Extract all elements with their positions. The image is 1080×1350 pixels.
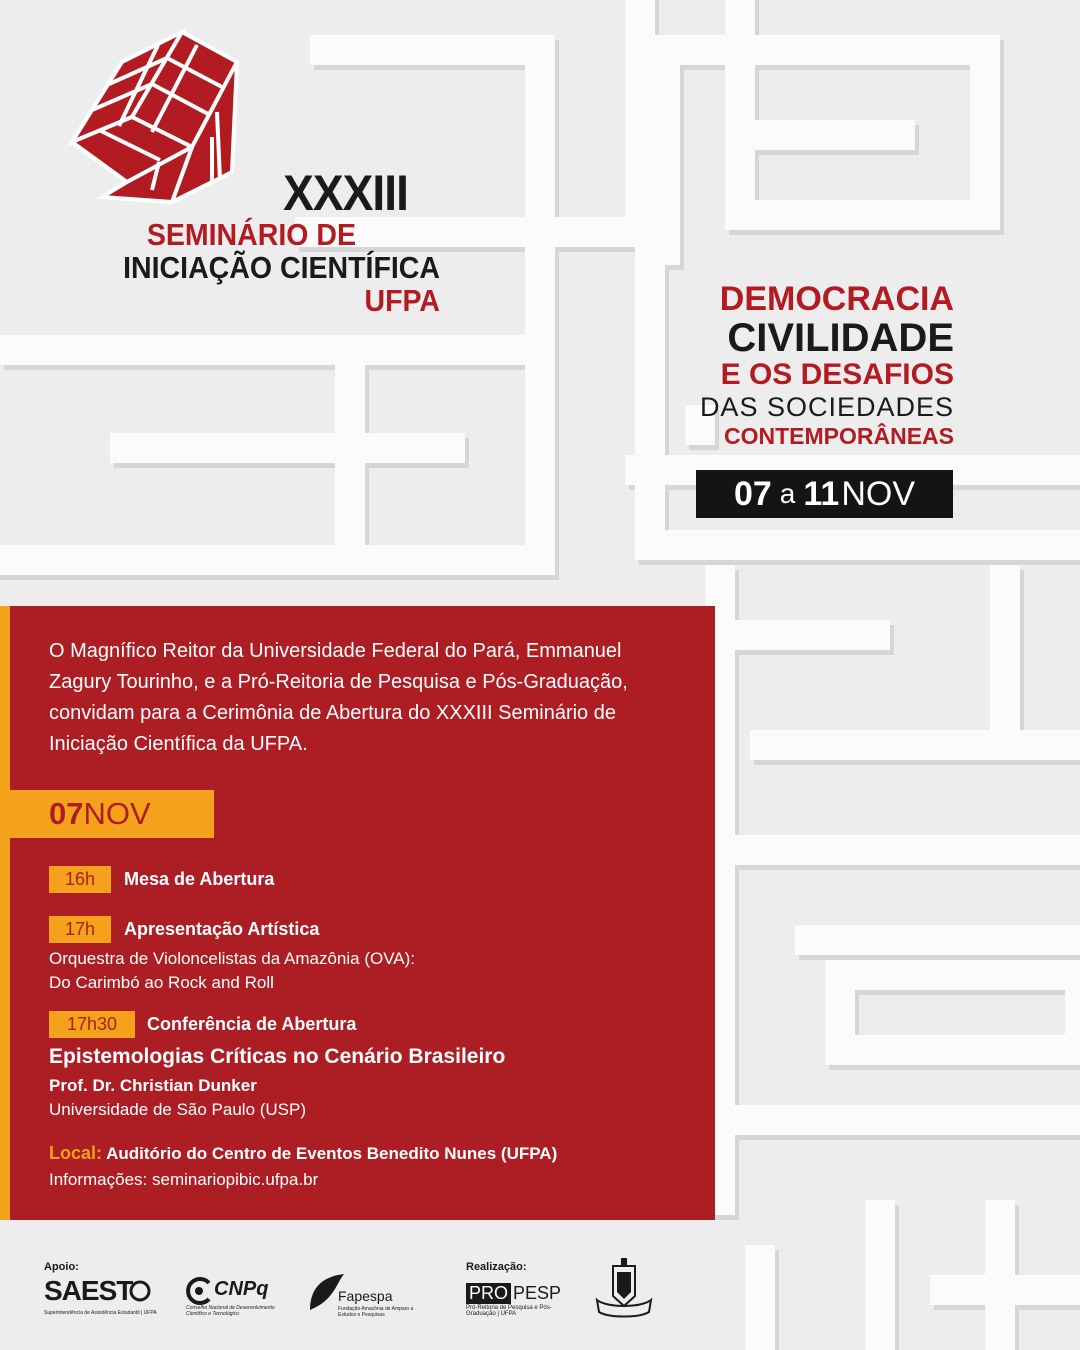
propesp-logo — [466, 1283, 561, 1304]
lecture-title: Epistemologias Críticas no Cenário Brasileiro — [49, 1045, 506, 1068]
theme-line-4: DAS SOCIEDADES — [699, 392, 954, 422]
event-month: NOV — [83, 796, 151, 831]
saest-subtitle: Superintendência de Assistência Estudantil | UFPA — [44, 1310, 157, 1316]
schedule-item-title: Apresentação Artística — [124, 919, 320, 939]
saest-swirl-icon — [128, 1279, 152, 1303]
cnpq-subtitle: Conselho Nacional de Desenvolvimento Científico e Tecnológico — [186, 1305, 275, 1317]
cnpq-logo: CNPq — [214, 1278, 269, 1300]
panel-accent-stripe — [0, 606, 10, 1220]
ufpa-seal-icon — [593, 1256, 655, 1320]
location-value: Auditório do Centro de Eventos Benedito Nunes (UFPA) — [106, 1144, 558, 1163]
date-start: 07 — [733, 474, 772, 513]
event-day: 07 — [49, 796, 84, 831]
title-line-3: UFPA — [364, 283, 440, 318]
location-label: Local: — [49, 1143, 103, 1163]
date-separator: a — [779, 478, 796, 509]
cnpq-icon — [185, 1277, 213, 1305]
propesp-logo-part-b: PESP — [513, 1283, 562, 1303]
theme-line-1: DEMOCRACIA — [719, 280, 954, 318]
speaker-institution: Universidade de São Paulo (USP) — [49, 1100, 307, 1119]
support-label: Apoio: — [44, 1261, 79, 1273]
date-end: 11 — [803, 474, 840, 513]
theme-line-5: CONTEMPORÂNEAS — [723, 423, 954, 449]
theme-line-3: E OS DESAFIOS — [720, 358, 954, 391]
speaker-name: Prof. Dr. Christian Dunker — [49, 1076, 257, 1095]
theme-heading — [630, 280, 954, 450]
location-line — [49, 1143, 557, 1164]
schedule-item-title: Conferência de Abertura — [147, 1014, 357, 1034]
time-badge: 16h — [49, 866, 111, 893]
fapespa-subtitle: Fundação Amazônia de Amparo a Estudos e Pesquisas — [338, 1306, 414, 1318]
edition-number: XXXIII — [283, 165, 408, 221]
saest-logo: SAEST — [44, 1275, 133, 1306]
time-badge: 17h — [49, 916, 111, 943]
event-date-tag — [0, 790, 214, 838]
propesp-logo-part-a: PRO — [466, 1283, 511, 1304]
invitation-text: O Magnífico Reitor da Universidade Federal do Pará, Emmanuel Zagury Tourinho, e a Pró-Reitoria de Pesquisa e Pós-Graduação, convidam para a Cerimônia de Abertura do XXXIII Seminário de Iniciação Científica da UFPA. — [49, 640, 628, 755]
date-range-badge — [696, 470, 953, 518]
info-link[interactable]: Informações: seminariopibic.ufpa.br — [49, 1170, 319, 1189]
schedule-item-title: Mesa de Abertura — [124, 869, 275, 889]
title-line-1: SEMINÁRIO DE — [146, 217, 356, 252]
fapespa-logo: Fapespa — [338, 1288, 393, 1304]
schedule-item-detail: Do Carimbó ao Rock and Roll — [49, 973, 274, 992]
propesp-subtitle: Pró-Reitoria de Pesquisa e Pós-Graduação | UFPA — [466, 1305, 552, 1317]
time-badge: 17h30 — [49, 1011, 135, 1038]
schedule-item-detail: Orquestra de Violoncelistas da Amazônia (OVA): — [49, 949, 415, 968]
event-title — [90, 165, 441, 318]
realization-label: Realização: — [466, 1261, 527, 1273]
theme-line-2: CIVILIDADE — [727, 316, 954, 360]
date-month: NOV — [841, 474, 916, 513]
title-line-2: INICIAÇÃO CIENTÍFICA — [123, 250, 441, 285]
